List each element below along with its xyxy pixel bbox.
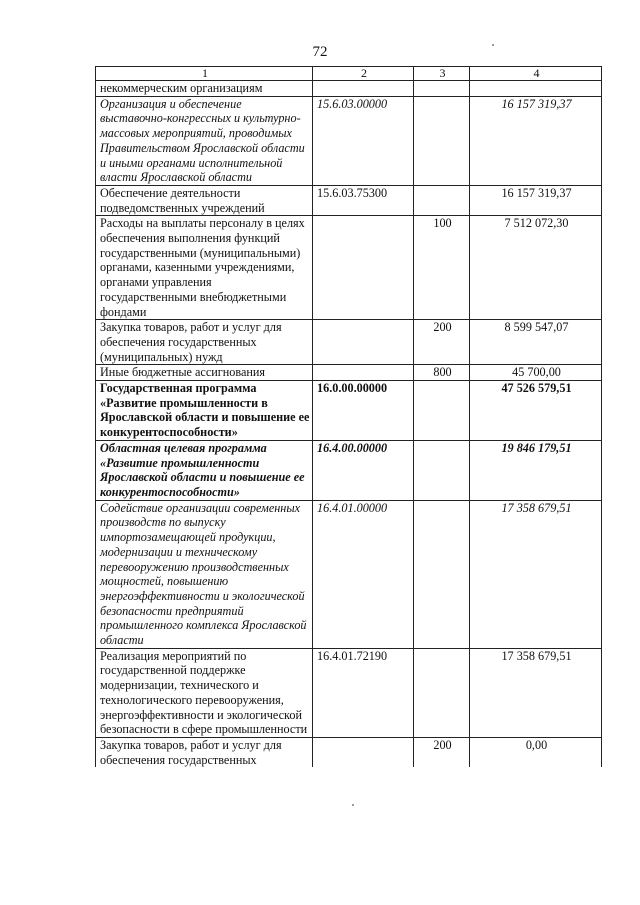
row-code: 16.4.00.00000 bbox=[313, 440, 414, 500]
row-amount: 16 157 319,37 bbox=[470, 185, 602, 215]
table-row bbox=[96, 365, 602, 381]
row-code: 16.4.01.72190 bbox=[313, 648, 414, 737]
row-name: Иные бюджетные ассигнования bbox=[96, 365, 313, 381]
header-col-4: 4 bbox=[470, 67, 602, 81]
table-row bbox=[96, 440, 602, 500]
table-row bbox=[96, 320, 602, 365]
row-amount: 17 358 679,51 bbox=[470, 500, 602, 648]
header-col-3: 3 bbox=[414, 67, 470, 81]
header-col-2: 2 bbox=[313, 67, 414, 81]
row-expense-type bbox=[414, 185, 470, 215]
row-amount: 7 512 072,30 bbox=[470, 216, 602, 320]
table-row bbox=[96, 81, 602, 97]
table-row bbox=[96, 648, 602, 737]
row-name: Организация и обеспечение выставочно-конгрессных и культурно-массовых мероприятий, проводимых Правительством Ярославской области и иными органами исполнительной власти Ярославской области bbox=[96, 96, 313, 185]
row-expense-type: 200 bbox=[414, 737, 470, 767]
row-expense-type bbox=[414, 500, 470, 648]
row-amount: 0,00 bbox=[470, 737, 602, 767]
row-code: 15.6.03.75300 bbox=[313, 185, 414, 215]
row-code bbox=[313, 320, 414, 365]
scan-speck bbox=[352, 804, 354, 806]
scan-speck bbox=[492, 44, 494, 46]
table-row bbox=[96, 381, 602, 441]
row-expense-type bbox=[414, 96, 470, 185]
budget-table bbox=[95, 66, 602, 767]
row-amount: 16 157 319,37 bbox=[470, 96, 602, 185]
row-code: 15.6.03.00000 bbox=[313, 96, 414, 185]
row-expense-type bbox=[414, 440, 470, 500]
row-name: Закупка товаров, работ и услуг для обеспечения государственных bbox=[96, 737, 313, 767]
header-col-1: 1 bbox=[96, 67, 313, 81]
row-name: Содействие организации современных производств по выпуску импортозамещающей продукции, модернизации и техническому перевооружению производственных мощностей, повышению энергоэффективности и экологической безопасности предприятий промышленного комплекса Ярославской области bbox=[96, 500, 313, 648]
row-code bbox=[313, 365, 414, 381]
row-code bbox=[313, 216, 414, 320]
row-code bbox=[313, 737, 414, 767]
table-row bbox=[96, 96, 602, 185]
row-expense-type bbox=[414, 648, 470, 737]
row-name: Обеспечение деятельности подведомственных учреждений bbox=[96, 185, 313, 215]
table-row bbox=[96, 216, 602, 320]
row-expense-type: 100 bbox=[414, 216, 470, 320]
row-name: Реализация мероприятий по государственной поддержке модернизации, технического и технологического перевооружения, энергоэффективности и экологической безопасности в сфере промышленности bbox=[96, 648, 313, 737]
row-expense-type: 800 bbox=[414, 365, 470, 381]
row-name: Расходы на выплаты персоналу в целях обеспечения выполнения функций государственными (муниципальными) органами, казенными учреждениями, органами управления государственными внебюджетными фондами bbox=[96, 216, 313, 320]
table-row bbox=[96, 737, 602, 767]
row-amount: 45 700,00 bbox=[470, 365, 602, 381]
row-amount bbox=[470, 81, 602, 97]
row-expense-type bbox=[414, 81, 470, 97]
table-row bbox=[96, 185, 602, 215]
row-code bbox=[313, 81, 414, 97]
row-amount: 8 599 547,07 bbox=[470, 320, 602, 365]
row-name: Областная целевая программа «Развитие промышленности Ярославской области и повышение ее конкурентоспособности» bbox=[96, 440, 313, 500]
row-name: Закупка товаров, работ и услуг для обеспечения государственных (муниципальных) нужд bbox=[96, 320, 313, 365]
row-name: некоммерческим организациям bbox=[96, 81, 313, 97]
row-amount: 47 526 579,51 bbox=[470, 381, 602, 441]
table-header-row bbox=[96, 67, 602, 81]
row-amount: 17 358 679,51 bbox=[470, 648, 602, 737]
table-row bbox=[96, 500, 602, 648]
row-code: 16.0.00.00000 bbox=[313, 381, 414, 441]
page-number: 72 bbox=[312, 44, 328, 60]
row-expense-type: 200 bbox=[414, 320, 470, 365]
row-name: Государственная программа «Развитие промышленности в Ярославской области и повышение ее конкурентоспособности» bbox=[96, 381, 313, 441]
row-expense-type bbox=[414, 381, 470, 441]
row-code: 16.4.01.00000 bbox=[313, 500, 414, 648]
row-amount: 19 846 179,51 bbox=[470, 440, 602, 500]
